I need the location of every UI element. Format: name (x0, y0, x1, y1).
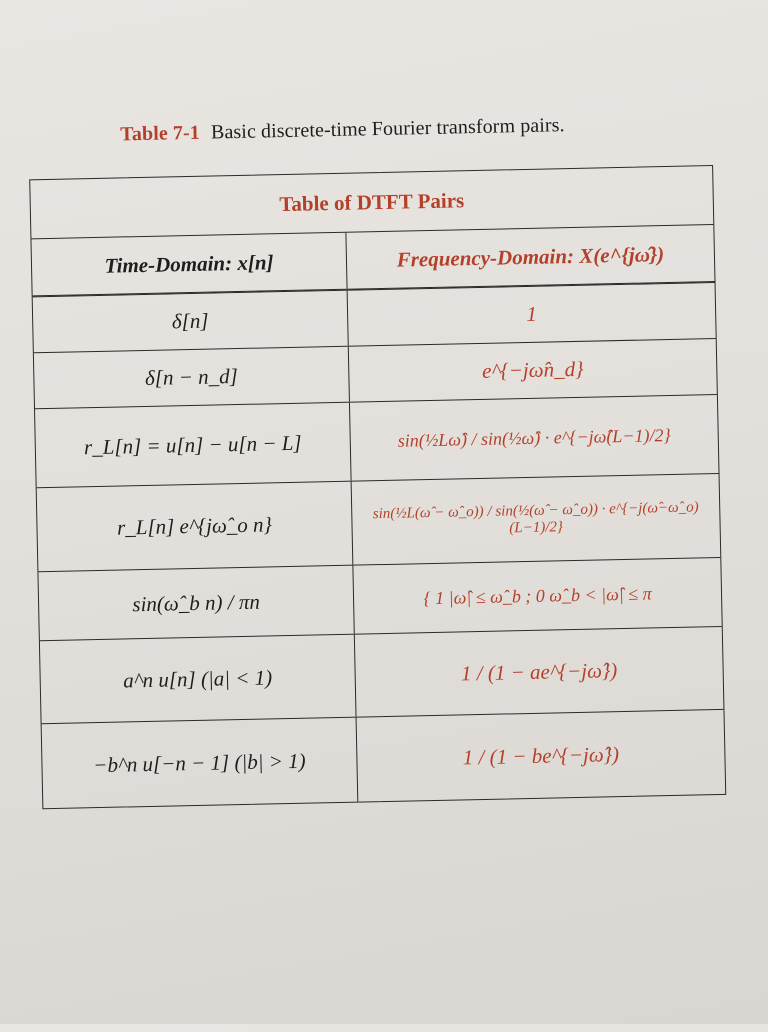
time-cell: δ[n − n_d] (34, 347, 350, 409)
freq-cell: sin(½Lω̂) / sin(½ω̂) · e^{−jω̂(L−1)/2} (397, 424, 671, 451)
freq-cell: 1 (526, 301, 538, 326)
table-row (42, 709, 726, 808)
table-title: Table of DTFT Pairs (279, 187, 465, 216)
time-cell: r_L[n] e^{jω̂_o n} (37, 482, 354, 572)
table-row (38, 557, 721, 640)
table-row (37, 473, 721, 571)
caption-number: Table 7-1 (120, 121, 201, 146)
caption-text: Basic discrete-time Fourier transform pairs. (210, 114, 565, 144)
table-row (40, 626, 724, 723)
time-cell: a^n u[n] (|a| < 1) (40, 635, 357, 724)
time-cell: sin(ω̂_b n) / πn (38, 566, 354, 641)
freq-cell: sin(½L(ω̂ − ω̂_o)) / sin(½(ω̂ − ω̂_o)) · e^{−j(ω̂−ω̂_o)(L−1)/2} (372, 498, 699, 536)
freq-cell: 1 / (1 − ae^{−jω̂}) (460, 657, 618, 685)
table-row (35, 394, 719, 487)
time-cell: δ[n] (33, 291, 349, 353)
time-cell: −b^n u[−n − 1] (|b| > 1) (42, 718, 359, 809)
freq-cell: e^{−jω̂n_d} (481, 356, 584, 383)
header-time-domain: Time-Domain: x[n] (31, 233, 347, 296)
table-caption (120, 114, 565, 146)
freq-cell: 1 / (1 − be^{−jω̂}) (462, 741, 620, 769)
header-frequency-domain: Frequency-Domain: X(e^{jω̂}) (396, 241, 665, 272)
freq-cell: { 1 |ω̂| ≤ ω̂_b ; 0 ω̂_b < |ω̂| ≤ π (423, 582, 652, 608)
time-cell: r_L[n] = u[n] − u[n − L] (35, 403, 352, 488)
dtft-table (29, 165, 726, 809)
